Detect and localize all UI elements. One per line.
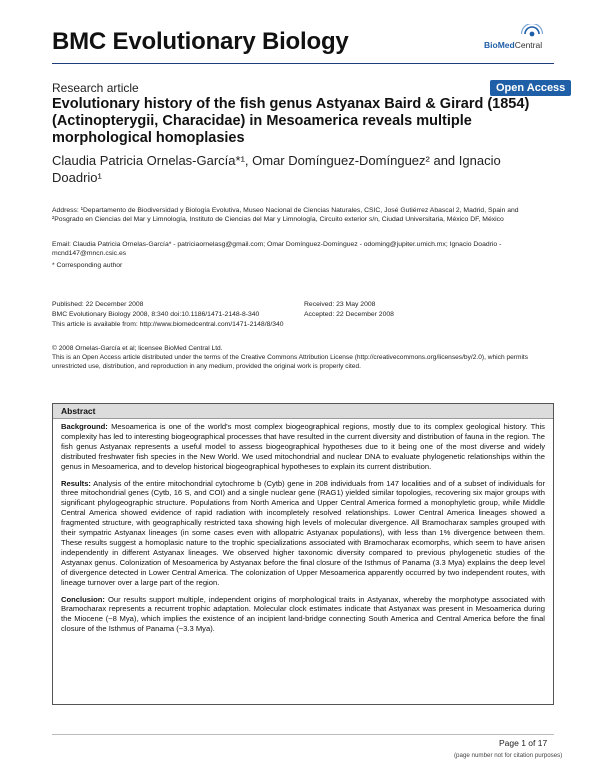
abstract-body	[61, 422, 545, 641]
biomedcentral-logo	[484, 24, 554, 50]
header-rule	[52, 63, 554, 64]
results-text: Analysis of the entire mitochondrial cytochrome b (Cytb) gene in 208 individuals from 147 localities and of a subset of individuals for three mitochondrial genes (Cytb, 16 S, and COI) and a single nuclear gene (RAG1) yielded similar topologies, recovering six major groups with significant phylogeographic structure. Populations from North America and Upper Central America formed a monophyletic group, while Middle Central America showed evidence of rapid radiation with incompletely resolved relationships. Lower Central America lineages showed a fragmented structure, with geographically restricted taxa showing high levels of molecular divergence. All Bramocharax samples grouped with their sympatric Astyanax lineages (in some cases even with allopatric Astyanax populations), with less than 1% divergence between them. These results suggest a homoplasic nature to the trophic specializations associated with Bramocharax ecomorphs, which seem to have arisen independently in different Astyanax lineages. We observed higher taxonomic diversity compared to previous phylogenetic studies of the Astyanax genus. Colonization of Mesoamerica by Astyanax before the final closure of the Isthmus of Panama (3.3 Mya) explains the deep level of divergence detected in Lower Central America. The colonization of Upper Mesoamerica apparently occurred by two independent routes, with lineage turnover over a large part of the region.	[61, 478, 545, 587]
abstract-conclusion	[61, 595, 545, 635]
footer-rule	[52, 734, 554, 735]
article-title: Evolutionary history of the fish genus Astyanax Baird & Girard (1854) (Actinopterygii, Characidae) in Mesoamerica reveals multiple morphological homoplasies	[52, 96, 530, 146]
author-address: Address: ¹Departamento de Biodiversidad y Biología Evolutiva, Museo Nacional de Ciencias Naturales, CSIC, José Gutiérrez Abascal 2, Madrid, Spain and ²Posgrado en Ciencias del Mar y Limnología, Instituto de Ciencias del Mar y Limnología, Circuito exterior s/n, Ciudad Universitaria, México DF, México	[52, 207, 519, 223]
abstract-background	[61, 422, 545, 472]
author-list: Claudia Patricia Ornelas-García*¹, Omar Domínguez-Domínguez² and Ignacio Doadrio¹	[52, 153, 501, 185]
corresponding-note: * Corresponding author	[52, 262, 123, 269]
logo-arcs-icon	[520, 24, 544, 40]
page-number: Page 1 of 17	[499, 738, 548, 748]
journal-name: BMC Evolutionary Biology	[52, 28, 349, 55]
page-note: (page number not for citation purposes)	[454, 752, 563, 759]
conclusion-label: Conclusion:	[61, 594, 105, 604]
copyright-line: © 2008 Ornelas-García et al; licensee BioMed Central Ltd.	[52, 345, 223, 352]
article-url[interactable]: This article is available from: http://www.biomedcentral.com/1471-2148/8/340	[52, 321, 284, 328]
abstract-header	[53, 404, 553, 419]
abstract-heading: Abstract	[61, 406, 96, 416]
conclusion-text: Our results support multiple, independent origins of morphological traits in Astyanax, whereby the morphotype associated with Bramocharax represents a recurrent trophic adaptation. Molecular clock estimates indicate that Astyanax was present in Mesoamerica during the Miocene (~8 Mya), which implies the existence of an incipient land-bridge connecting South America and Central America before the final closure of the Isthmus of Panama (~3.3 Mya).	[61, 594, 545, 634]
logo-text: BioMedCentral	[484, 40, 543, 50]
license-text: This is an Open Access article distributed under the terms of the Creative Commons Attribution License (http://creativecommons.org/licenses/by/2.0), which permits unrestricted use, distribution, and reproduction in any medium, provided the original work is properly cited.	[52, 354, 529, 370]
abstract-results	[61, 479, 545, 588]
accepted-date: Accepted: 22 December 2008	[304, 311, 394, 318]
citation-line: BMC Evolutionary Biology 2008, 8:340 doi:10.1186/1471-2148-8-340	[52, 311, 260, 318]
open-access-badge: Open Access	[490, 80, 571, 96]
received-date: Received: 23 May 2008	[304, 301, 376, 308]
article-type: Research article	[52, 81, 139, 95]
abstract-box	[52, 403, 554, 705]
background-label: Background:	[61, 422, 108, 431]
results-label: Results:	[61, 478, 91, 488]
author-emails: Email: Claudia Patricia Ornelas-García* - patriciaornelasg@gmail.com; Omar Domínguez-Domínguez - odoming@jupiter.umich.mx; Ignacio Doadrio - mcnd147@mncn.csic.es	[52, 241, 502, 257]
published-date: Published: 22 December 2008	[52, 301, 144, 308]
copyright-block	[52, 344, 552, 371]
background-text: Mesoamerica is one of the world's most complex biogeographical regions, mostly due to its complex geological history. This complexity has led to interesting biogeographical processes that have resulted in the current diversity and distribution of fauna in the region. The fish genus Astyanax represents a useful model to assess biogeographical hypotheses due to it being one of the most diverse and widely distributed freshwater fish species in the New World. We used mitochondrial and nuclear DNA to evaluate phylogenetic relationships within the genus in Mesoamerica, and to develop historical biogeographical hypotheses to explain its current distribution.	[61, 422, 545, 471]
